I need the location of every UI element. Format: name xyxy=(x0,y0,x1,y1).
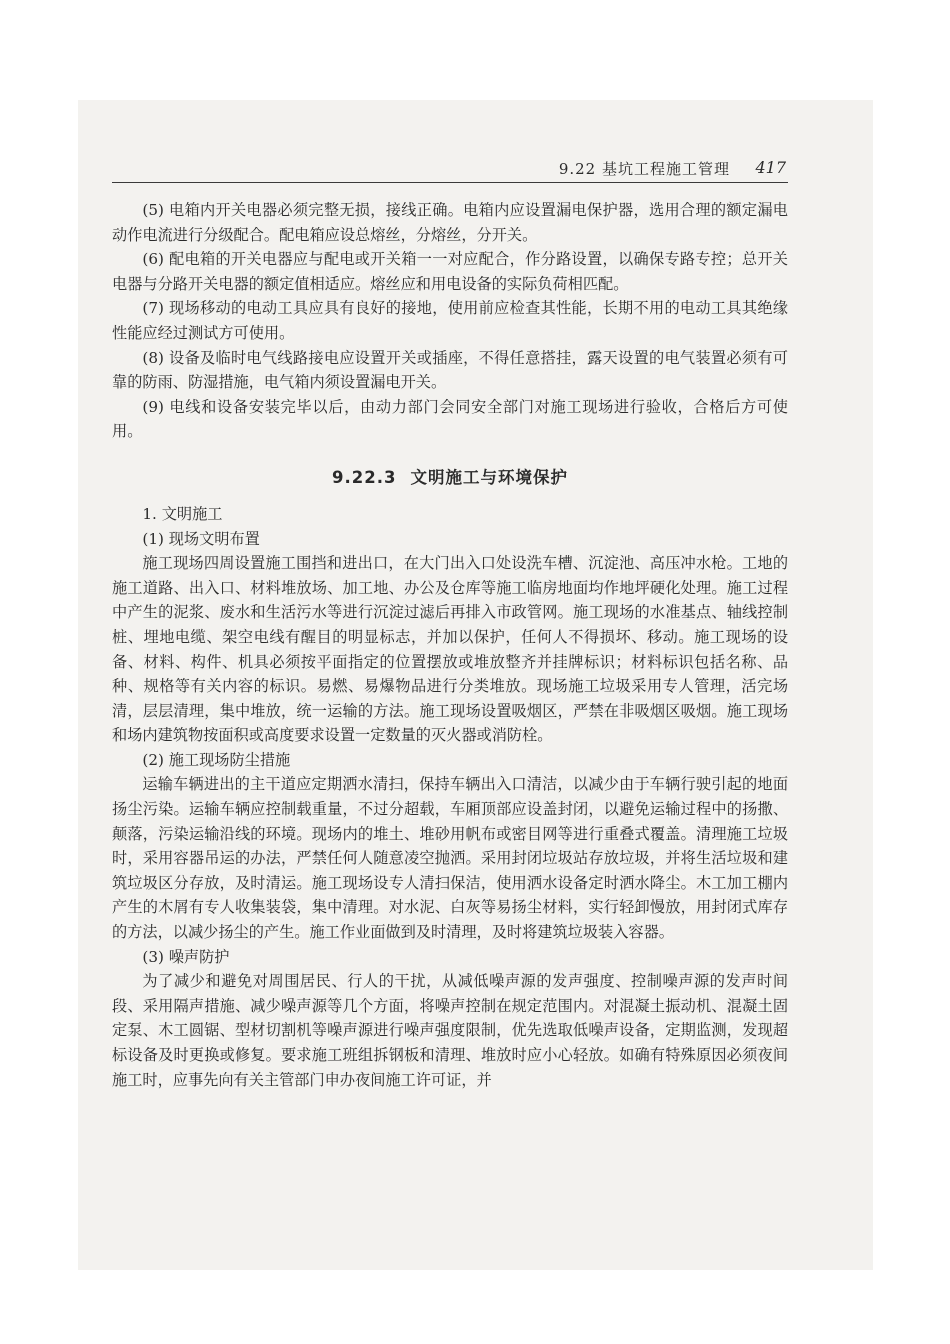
page-number: 417 xyxy=(755,158,786,177)
list-item: (7) 现场移动的电动工具应具有良好的接地，使用前应检查其性能，长期不用的电动工具其绝缘性能应经过测试方可使用。 xyxy=(112,299,788,342)
subsection-heading: 1. 文明施工 xyxy=(142,504,223,523)
list-item: (5) 电箱内开关电器必须完整无损，接线正确。电箱内应设置漏电保护器，选用合理的额定漏电动作电流进行分级配合。配电箱应设总熔丝，分熔丝，分开关。 xyxy=(112,201,788,244)
part-heading: (1) 现场文明布置 xyxy=(142,529,260,548)
section-heading xyxy=(112,464,788,488)
part-heading: (2) 施工现场防尘措施 xyxy=(142,750,291,769)
page-body xyxy=(112,198,788,1092)
paragraph: 为了减少和避免对周围居民、行人的干扰，从减低噪声源的发声强度、控制噪声源的发声时间段、采用隔声措施、减少噪声源等几个方面，将噪声控制在规定范围内。对混凝土振动机、混凝土固定泵、木工圆锯、型材切割机等噪声源进行噪声强度限制，优先选取低噪声设备，定期监测，发现超标设备及时更换或修复。要求施工班组拆钢板和清理、堆放时应小心轻放。如确有特殊原因必须夜间施工时，应事先向有关主管部门申办夜间施工许可证，并 xyxy=(112,972,788,1089)
list-item: (9) 电线和设备安装完毕以后，由动力部门会同安全部门对施工现场进行验收，合格后方可使用。 xyxy=(112,397,788,441)
section-number: 9.22.3 xyxy=(332,467,397,487)
header-section-title: 9.22 基坑工程施工管理 xyxy=(558,160,730,178)
list-item: (8) 设备及临时电气线路接电应设置开关或插座，不得任意搭挂，露天设置的电气装置必须有可靠的防雨、防湿措施，电气箱内须设置漏电开关。 xyxy=(112,348,788,392)
part-heading: (3) 噪声防护 xyxy=(142,947,230,966)
section-title: 文明施工与环境保护 xyxy=(410,467,568,487)
paragraph: 运输车辆进出的主干道应定期洒水清扫，保持车辆出入口清洁，以减少由于车辆行驶引起的地面扬尘污染。运输车辆应控制载重量，不过分超载，车厢顶部应设盖封闭，以避免运输过程中的扬撒、颠落，污染运输沿线的环境。现场内的堆土、堆砂用帆布或密目网等进行重叠式覆盖。清理施工垃圾时，采用容器吊运的办法，严禁任何人随意凌空抛洒。采用封闭垃圾站存放垃圾，并将生活垃圾和建筑垃圾区分存放，及时清运。施工现场设专人清扫保洁，使用洒水设备定时洒水降尘。木工加工棚内产生的木屑有专人收集装袋，集中清理。对水泥、白灰等易扬尘材料，实行轻卸慢放，用封闭式库存的方法，以减少扬尘的产生。施工作业面做到及时清理，及时将建筑垃圾装入容器。 xyxy=(112,775,788,942)
running-header xyxy=(112,158,788,183)
paragraph: 施工现场四周设置施工围挡和进出口，在大门出入口处设洗车槽、沉淀池、高压冲水枪。工地的施工道路、出入口、材料堆放场、加工地、办公及仓库等施工临房地面均作地坪硬化处理。施工过程中产生的泥浆、废水和生活污水等进行沉淀过滤后再排入市政管网。施工现场的水准基点、轴线控制桩、埋地电缆、架空电线有醒目的明显标志，并加以保护，任何人不得损坏、移动。施工现场的设备、材料、构件、机具必须按平面指定的位置摆放或堆放整齐并挂牌标识；材料标识包括名称、品种、规格等有关内容的标识。易燃、易爆物品进行分类堆放。现场施工垃圾采用专人管理，活完场清，层层清理，集中堆放，统一运输的方法。施工现场设置吸烟区，严禁在非吸烟区吸烟。施工现场和场内建筑物按面积或高度要求设置一定数量的灭火器或消防栓。 xyxy=(112,554,788,745)
list-item: (6) 配电箱的开关电器应与配电或开关箱一一对应配合，作分路设置，以确保专路专控；总开关电器与分路开关电器的额定值相适应。熔丝应和用电设备的实际负荷相匹配。 xyxy=(112,250,788,293)
